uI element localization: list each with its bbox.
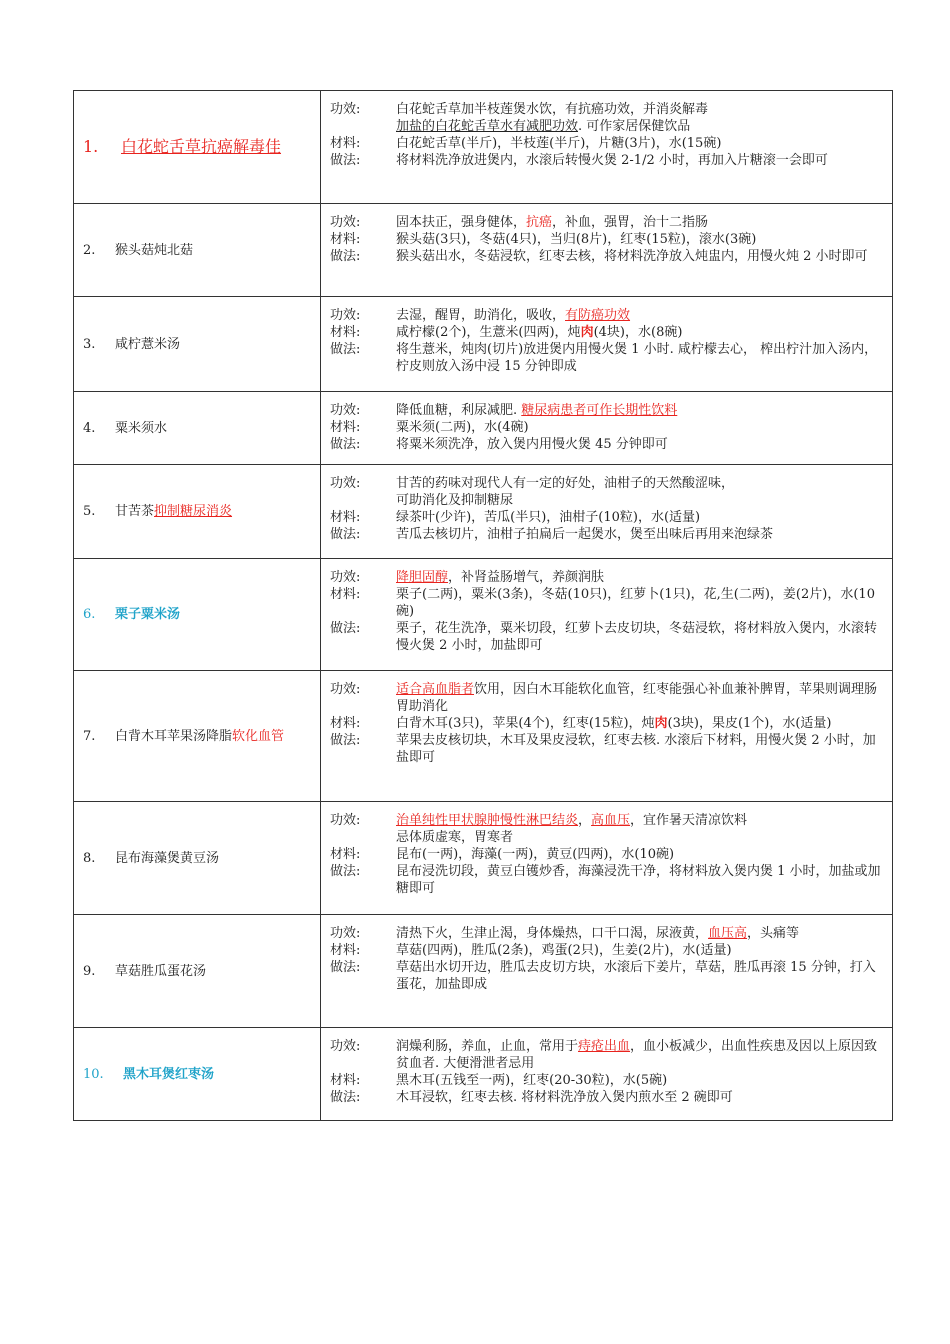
- method-row: [330, 152, 884, 169]
- recipe-name-cell: [74, 1028, 321, 1121]
- method-row: [330, 959, 884, 993]
- materials-row: [330, 324, 884, 341]
- recipe-name-cell: [74, 204, 321, 297]
- effect-text: 治单纯性甲状腺肿慢性淋巴结炎，高血压，宜作暑天清凉饮料 忌体质虚寒，胃寒者: [396, 813, 748, 845]
- materials-row: [330, 509, 884, 526]
- effect-label: 功效:: [330, 215, 361, 230]
- method-text: 苹果去皮核切块，木耳及果皮浸软，红枣去核. 水滚后下材料，用慢火煲 2 小时，加盐即可: [396, 733, 876, 765]
- method-label: 做法:: [330, 733, 361, 748]
- recipe-name-cell: [74, 465, 321, 559]
- materials-row: [330, 419, 884, 436]
- method-label: 做法:: [330, 864, 361, 879]
- recipe-detail-cell: [321, 802, 893, 915]
- effect-label: 功效:: [330, 1039, 361, 1054]
- recipe-title: 9. 草菇胜瓜蛋花汤: [83, 963, 207, 979]
- recipe-name-cell: [74, 297, 321, 392]
- recipe-detail-cell: [321, 465, 893, 559]
- recipe-title: 5. 甘苦茶抑制糖尿消炎: [83, 504, 233, 519]
- materials-text: 猴头菇(3只)，冬菇(4只)，当归(8片)，红枣(15粒)，滚水(3碗): [396, 232, 757, 247]
- recipe-row: [74, 297, 893, 392]
- recipe-name-cell: [74, 559, 321, 671]
- effect-label: 功效:: [330, 926, 361, 941]
- method-text: 木耳浸软，红枣去核. 将材料洗净放入煲内煎水至 2 碗即可: [396, 1090, 733, 1105]
- method-text: 将生薏米，炖肉(切片)放进煲内用慢火煲 1 小时. 咸柠檬去心， 榨出柠汁加入汤内，柠皮则放入汤中浸 15 分钟即成: [396, 342, 878, 374]
- materials-label: 材料:: [330, 847, 361, 862]
- recipe-title: 6. 栗子粟米汤: [83, 607, 181, 622]
- recipe-detail-cell: [321, 559, 893, 671]
- recipe-detail-cell: [321, 1028, 893, 1121]
- materials-text: 白背木耳(3只)，苹果(4个)，红枣(15粒)，炖肉(3块)，果皮(1个)，水(适量): [396, 716, 832, 731]
- effect-row: [330, 1038, 884, 1072]
- effect-text: 去湿，醒胃，助消化，吸收，有防癌功效: [396, 308, 631, 323]
- method-label: 做法:: [330, 1090, 361, 1105]
- recipe-title: 8. 昆布海藻煲黄豆汤: [83, 850, 220, 866]
- materials-row: [330, 586, 884, 620]
- effect-label: 功效:: [330, 102, 361, 117]
- recipe-name-cell: [74, 802, 321, 915]
- recipe-detail-cell: [321, 297, 893, 392]
- effect-row: [330, 925, 884, 942]
- materials-text: 草菇(四两)，胜瓜(2条)，鸡蛋(2只)，生姜(2片)，水(适量): [396, 943, 732, 958]
- materials-label: 材料:: [330, 943, 361, 958]
- effect-label: 功效:: [330, 813, 361, 828]
- method-row: [330, 620, 884, 654]
- effect-row: [330, 569, 884, 586]
- recipe-row: [74, 915, 893, 1028]
- effect-label: 功效:: [330, 570, 361, 585]
- materials-label: 材料:: [330, 136, 361, 151]
- materials-label: 材料:: [330, 716, 361, 731]
- materials-label: 材料:: [330, 510, 361, 525]
- effect-text: 降低血糖，利尿减肥. 糖尿病患者可作长期性饮料: [396, 403, 678, 418]
- materials-row: [330, 846, 884, 863]
- recipe-title: 3. 咸柠薏米汤: [83, 336, 181, 352]
- materials-text: 黑木耳(五钱至一两)，红枣(20-30粒)，水(5碗): [396, 1073, 668, 1088]
- recipe-title: 1. 白花蛇舌草抗癌解毒佳: [83, 137, 282, 156]
- effect-row: [330, 307, 884, 324]
- effect-row: [330, 214, 884, 231]
- materials-label: 材料:: [330, 325, 361, 340]
- materials-label: 材料:: [330, 587, 361, 602]
- recipe-title: 7. 白背木耳苹果汤降脂软化血管: [83, 728, 285, 744]
- materials-text: 咸柠檬(2个)，生薏米(四两)，炖肉(4块)，水(8碗): [396, 325, 683, 340]
- method-row: [330, 863, 884, 897]
- recipe-title: 10. 黑木耳煲红枣汤: [83, 1066, 215, 1082]
- effect-label: 功效:: [330, 682, 361, 697]
- recipe-detail-cell: [321, 392, 893, 465]
- recipe-title: 4. 粟米须水: [83, 420, 168, 436]
- effect-text: 固本扶正，强身健体，抗癌，补血，强胃，治十二指肠: [396, 215, 709, 230]
- method-text: 猴头菇出水，冬菇浸软，红枣去核，将材料洗净放入炖盅内，用慢火炖 2 小时即可: [396, 249, 868, 264]
- materials-row: [330, 135, 884, 152]
- recipe-name-cell: [74, 91, 321, 204]
- recipe-detail-cell: [321, 915, 893, 1028]
- method-row: [330, 1089, 884, 1106]
- effect-row: [330, 681, 884, 715]
- materials-label: 材料:: [330, 420, 361, 435]
- effect-text: 降胆固醇，补肾益肠增气，养颜润肤: [396, 570, 605, 585]
- recipe-row: [74, 204, 893, 297]
- recipe-row: [74, 1028, 893, 1121]
- recipe-title: 2. 猴头菇炖北菇: [83, 242, 194, 258]
- materials-row: [330, 715, 884, 732]
- materials-row: [330, 1072, 884, 1089]
- method-label: 做法:: [330, 621, 361, 636]
- materials-row: [330, 231, 884, 248]
- method-text: 昆布浸洗切段，黄豆白镬炒香，海藻浸洗干净，将材料放入煲内煲 1 小时，加盐或加糖即可: [396, 864, 881, 896]
- effect-row: [330, 402, 884, 419]
- method-text: 将粟米须洗净，放入煲内用慢火煲 45 分钟即可: [396, 437, 668, 452]
- effect-text: 清热下火，生津止渴，身体燥热，口干口渴，尿液黄，血压高，头痛等: [396, 926, 800, 941]
- method-row: [330, 526, 884, 543]
- method-label: 做法:: [330, 527, 361, 542]
- method-text: 苦瓜去核切片，油柑子拍扁后一起煲水，煲至出味后再用来泡绿茶: [396, 527, 774, 542]
- method-row: [330, 732, 884, 766]
- recipe-name-cell: [74, 915, 321, 1028]
- method-text: 栗子，花生洗净，粟米切段，红萝卜去皮切块，冬菇浸软，将材料放入煲内，水滚转慢火煲 2 小时，加盐即可: [396, 621, 878, 653]
- method-label: 做法:: [330, 437, 361, 452]
- method-row: [330, 436, 884, 453]
- effect-row: [330, 475, 884, 509]
- method-text: 草菇出水切开边，胜瓜去皮切方块，水滚后下姜片，草菇，胜瓜再滚 15 分钟，打入蛋花，加盐即成: [396, 960, 876, 992]
- recipe-table: [73, 90, 893, 1121]
- method-label: 做法:: [330, 960, 361, 975]
- effect-text: 润燥利肠，养血，止血，常用于痔疮出血，血小板减少，出血性疾患及因以上原因致贫血者. 大便滑泄者忌用: [396, 1039, 878, 1071]
- method-label: 做法:: [330, 342, 361, 357]
- effect-text: 适合高血脂者饮用，因白木耳能软化血管，红枣能强心补血兼补脾胃，苹果则调理肠胃助消化: [396, 682, 878, 714]
- recipe-row: [74, 392, 893, 465]
- materials-text: 昆布(一两)，海藻(一两)，黄豆(四两)，水(10碗): [396, 847, 675, 862]
- effect-text: 甘苦的药味对现代人有一定的好处，油柑子的天然酸涩味， 可助消化及抑制糖尿: [396, 476, 735, 508]
- materials-text: 白花蛇舌草(半斤)，半枝莲(半斤)，片糖(3片)，水(15碗): [396, 136, 722, 151]
- effect-row: [330, 101, 884, 135]
- effect-label: 功效:: [330, 308, 361, 323]
- recipe-row: [74, 91, 893, 204]
- materials-row: [330, 942, 884, 959]
- method-label: 做法:: [330, 153, 361, 168]
- recipe-name-cell: [74, 392, 321, 465]
- materials-label: 材料:: [330, 232, 361, 247]
- recipe-row: [74, 802, 893, 915]
- method-row: [330, 341, 884, 375]
- method-row: [330, 248, 884, 265]
- materials-label: 材料:: [330, 1073, 361, 1088]
- recipe-name-cell: [74, 671, 321, 802]
- materials-text: 绿茶叶(少许)，苦瓜(半只)，油柑子(10粒)，水(适量): [396, 510, 701, 525]
- materials-text: 栗子(二两)，粟米(3条)，冬菇(10只)，红萝卜(1只)，花,生(二两)，姜(2片)，水(10碗): [396, 587, 875, 619]
- materials-text: 粟米须(二两)，水(4碗): [396, 420, 529, 435]
- recipe-detail-cell: [321, 671, 893, 802]
- recipe-row: [74, 465, 893, 559]
- recipe-row: [74, 671, 893, 802]
- effect-label: 功效:: [330, 476, 361, 491]
- effect-text: 白花蛇舌草加半枝莲煲水饮，有抗癌功效，并消炎解毒 加盐的白花蛇舌草水有减肥功效. 可作家居保健饮品: [396, 102, 709, 134]
- effect-label: 功效:: [330, 403, 361, 418]
- method-text: 将材料洗净放进煲内，水滚后转慢火煲 2-1/2 小时，再加入片糖滚一会即可: [396, 153, 828, 168]
- recipe-row: [74, 559, 893, 671]
- method-label: 做法:: [330, 249, 361, 264]
- effect-row: [330, 812, 884, 846]
- recipe-detail-cell: [321, 204, 893, 297]
- recipe-detail-cell: [321, 91, 893, 204]
